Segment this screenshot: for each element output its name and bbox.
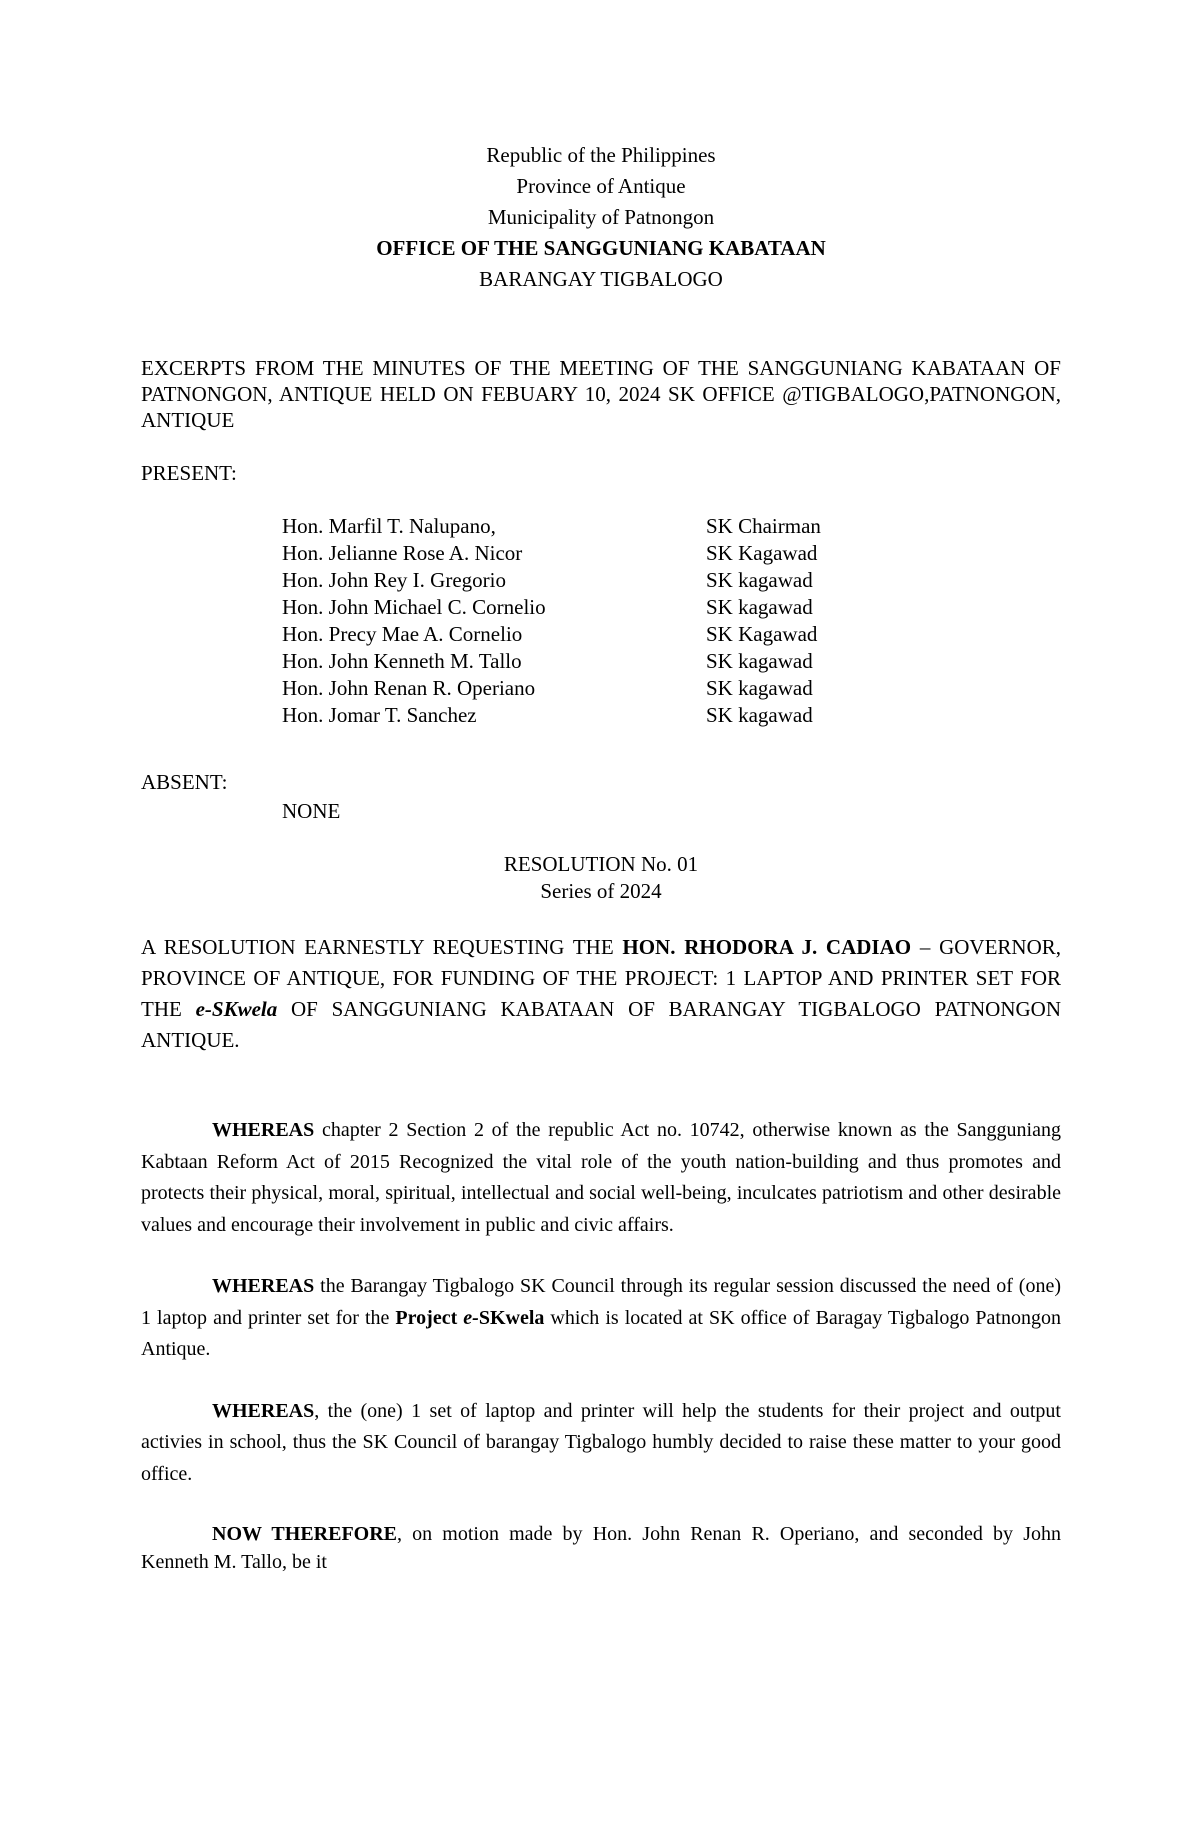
whereas-text: the Barangay Tigbalogo SK Council through its regular session discussed the need of (one) 1 laptop and printer set for the: [141, 1275, 1061, 1329]
header-province: Province of Antique: [516, 174, 686, 198]
resolution-heading: [141, 851, 1061, 905]
absent-value: NONE: [282, 799, 341, 823]
resolution-title-mid: – GOVERNOR, PROVINCE OF ANTIQUE, FOR FUNDING OF THE PROJECT: 1 LAPTOP AND PRINTER SET FOR THE: [141, 935, 1061, 1021]
now-therefore-paragraph: [141, 1520, 1061, 1576]
member-row: [282, 621, 1061, 648]
header-republic: Republic of the Philippines: [486, 143, 716, 167]
letterhead: [141, 140, 1061, 295]
member-name: Hon. John Rey I. Gregorio: [282, 568, 506, 592]
member-position: SK Chairman: [706, 514, 821, 538]
whereas-lead: WHEREAS: [212, 1399, 315, 1422]
member-name: Hon. Jelianne Rose A. Nicor: [282, 541, 523, 565]
header-barangay: BARANGAY TIGBALOGO: [479, 267, 723, 291]
header-municipality: Municipality of Patnongon: [487, 205, 715, 229]
whereas-text-end: which is located at SK office of Baragay Tigbalogo Patnongon Antique.: [141, 1306, 1061, 1360]
project-name-part: Project: [395, 1306, 464, 1329]
member-row: [282, 513, 1061, 540]
project-name-prefix: e-: [463, 1306, 479, 1329]
member-row: [282, 540, 1061, 567]
present-label: PRESENT:: [141, 461, 237, 485]
member-position: SK kagawad: [706, 595, 813, 619]
document-page: [141, 140, 1061, 1576]
member-row: [282, 594, 1061, 621]
member-position: SK Kagawad: [706, 622, 818, 646]
project-name-suffix: SKwela: [478, 1306, 545, 1329]
resolution-series: Series of 2024: [540, 879, 662, 903]
member-name: Hon. John Renan R. Operiano: [282, 676, 536, 700]
member-position: SK kagawad: [706, 676, 813, 700]
whereas-paragraph-2: [141, 1271, 1061, 1366]
whereas-lead: WHEREAS: [212, 1119, 315, 1141]
resolution-title-governor: HON. RHODORA J. CADIAO: [622, 935, 912, 959]
whereas-paragraph-1: [141, 1115, 1061, 1241]
member-position: SK Kagawad: [706, 541, 818, 565]
whereas-text: , the (one) 1 set of laptop and printer will help the students for their project and output activies in school, thus the SK Council of barangay Tigbalogo humbly decided to raise these matter to your good office.: [141, 1399, 1061, 1485]
member-row: [282, 567, 1061, 594]
resolution-title-project: e-SKwela: [195, 997, 278, 1021]
now-therefore-text: , on motion made by Hon. John Renan R. Operiano, and seconded by John Kenneth M. Tallo, be it: [141, 1523, 1061, 1573]
resolution-number: RESOLUTION No. 01: [503, 852, 699, 876]
member-name: Hon. John Michael C. Cornelio: [282, 595, 546, 619]
resolution-title-pre: A RESOLUTION EARNESTLY REQUESTING THE: [141, 935, 623, 959]
member-row: [282, 702, 1061, 729]
members-list: [282, 513, 1061, 729]
resolution-title: [141, 932, 1061, 1056]
absent-label: ABSENT:: [141, 770, 228, 794]
header-office: OFFICE OF THE SANGGUNIANG KABATAAN: [376, 236, 826, 260]
whereas-paragraph-3: [141, 1396, 1061, 1491]
member-name: Hon. Precy Mae A. Cornelio: [282, 622, 523, 646]
member-position: SK kagawad: [706, 703, 813, 727]
whereas-lead: WHEREAS: [212, 1275, 315, 1297]
member-name: Hon. Jomar T. Sanchez: [282, 703, 477, 727]
member-name: Hon. John Kenneth M. Tallo: [282, 649, 522, 673]
member-row: [282, 675, 1061, 702]
now-therefore-lead: NOW THEREFORE: [212, 1523, 397, 1545]
resolution-title-post: OF SANGGUNIANG KABATAAN OF BARANGAY TIGBALOGO PATNONGON ANTIQUE.: [141, 997, 1061, 1052]
member-row: [282, 648, 1061, 675]
minutes-excerpt: EXCERPTS FROM THE MINUTES OF THE MEETING OF THE SANGGUNIANG KABATAAN OF PATNONGON, ANTIQUE HELD ON FEBUARY 10, 2024 SK OFFICE @TIGBALOGO,PATNONGON, ANTIQUE: [141, 356, 1061, 432]
member-position: SK kagawad: [706, 568, 813, 592]
member-position: SK kagawad: [706, 649, 813, 673]
member-name: Hon. Marfil T. Nalupano,: [282, 514, 496, 538]
whereas-text: chapter 2 Section 2 of the republic Act no. 10742, otherwise known as the Sangguniang Kabtaan Reform Act of 2015 Recognized the vital role of the youth nation-building and thus promotes and protects their physical, moral, spiritual, intellectual and social well-being, inculcates patriotism and other desirable values and encourage their involvement in public and civic affairs.: [141, 1119, 1061, 1236]
